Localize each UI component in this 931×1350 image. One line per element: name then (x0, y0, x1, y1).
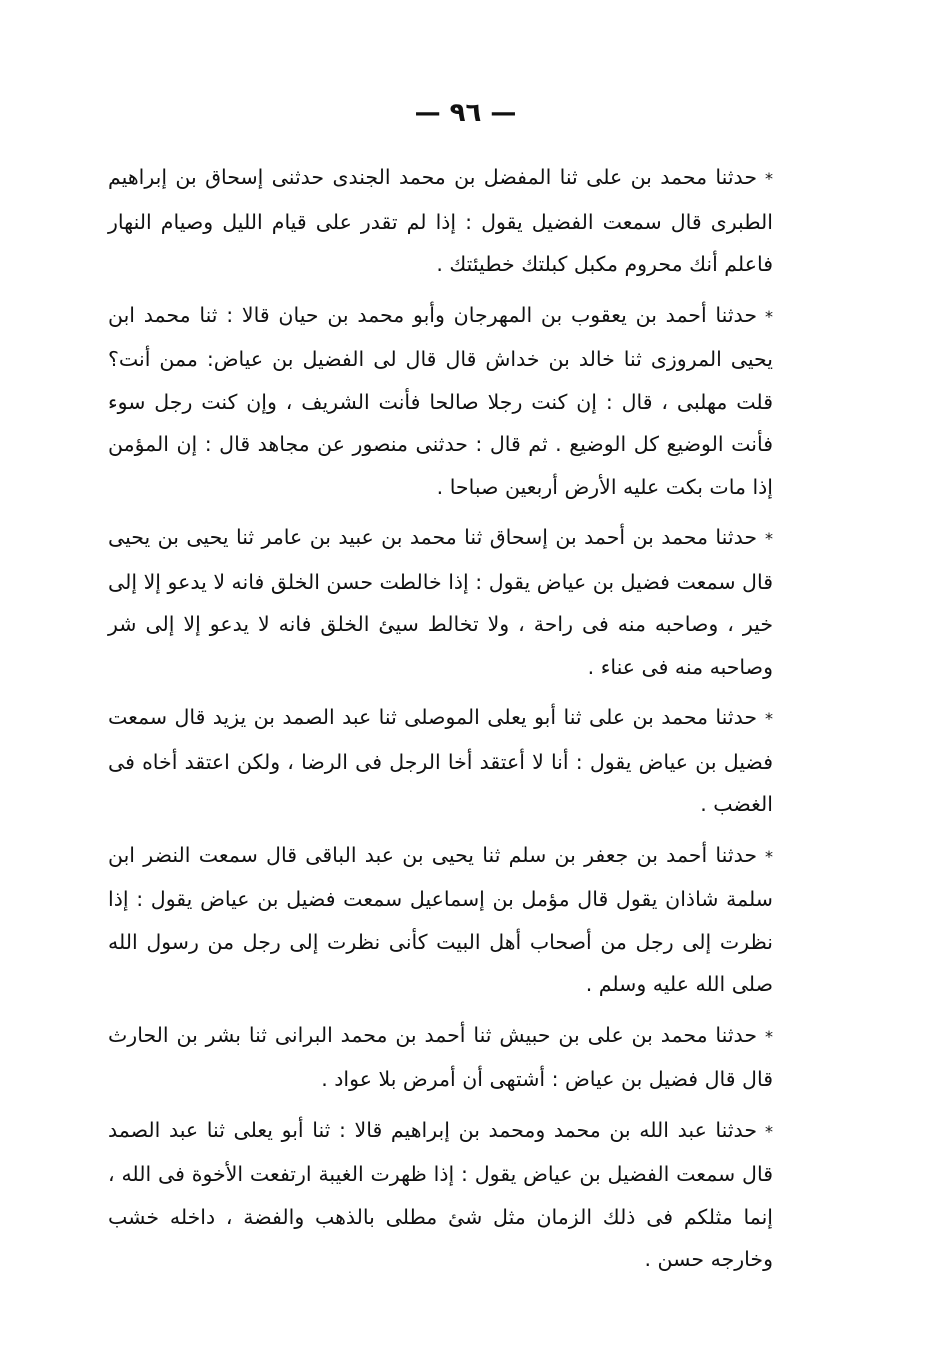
paragraph-star-marker: * (765, 709, 773, 728)
paragraph-text: حدثنا محمد بن على ثنا أبو يعلى الموصلى ثنا عبد الصمد بن يزيد قال سمعت فضيل بن عياض يقول : أنا لا أعتقد أخا الرجل فى الرضا ، ولكن اعتقد أخاه فى الغضب . (108, 705, 773, 816)
paragraph-text: حدثنا أحمد بن جعفر بن سلم ثنا يحيى بن عبد الباقى قال سمعت النضر ابن سلمة شاذان يقول قال مؤمل بن إسماعيل سمعت فضيل بن عياض يقول : إذا نظرت إلى رجل من أصحاب أهل البيت كأنى نظرت إلى رجل من رسول الله صلى الله عليه وسلم . (108, 842, 773, 996)
paragraph-star-marker: * (765, 169, 773, 188)
paragraph-text: حدثنا محمد بن أحمد بن إسحاق ثنا محمد بن عبيد بن عامر ثنا يحيى بن يحيى قال سمعت فضيل بن عياض يقول : إذا خالطت حسن الخلق فانه لا يدعو إلا إلى خير ، وصاحبه منه فى راحة ، ولا تخالط سيئ الخلق فانه لا يدعو إلا إلى شر وصاحبه منه فى عناء . (108, 525, 773, 679)
paragraph-text: حدثنا أحمد بن يعقوب بن المهرجان وأبو محمد بن حيان قالا : ثنا محمد ابن يحيى المروزى ثنا خالد بن خداش قال قال لى الفضيل بن عياض: ممن أنت؟ قلت مهلبى ، قال : إن كنت رجلا صالحا فأنت الشريف ، وإن كنت رجل سوء فأنت الوضيع كل الوضيع . ثم قال : حدثنى منصور عن مجاهد قال : إن المؤمن إذا مات بكت عليه الأرض أربعين صباحا . (108, 302, 773, 499)
paragraph-text: حدثنا محمد بن على بن حبيش ثنا أحمد بن محمد البرانى ثنا بشر بن الحارث قال قال فضيل بن عياض : أشتهى أن أمرض بلا عواد . (108, 1022, 773, 1091)
page-text-body (108, 156, 773, 1289)
paragraph-star-marker: * (765, 1121, 773, 1141)
hadith-paragraph-7 (108, 1109, 773, 1281)
hadith-paragraph-1 (108, 156, 773, 286)
paragraph-text: حدثنا عبد الله بن محمد ومحمد بن إبراهيم قالا : ثنا أبو يعلى ثنا عبد الصمد قال سمعت الفضيل بن عياض يقول : إذا ظهرت الغيبة ارتفعت الأخوة فى الله ، إنما مثلكم فى ذلك الزمان مثل شئ مطلى بالذهب والفضة ، داخله خشب وخارجه حسن . (108, 1117, 773, 1271)
hadith-paragraph-3 (108, 516, 773, 688)
paragraph-star-marker: * (765, 529, 773, 548)
hadith-paragraph-4 (108, 696, 773, 826)
page-number: — ٩٦ — (414, 98, 517, 128)
paragraph-star-marker: * (765, 846, 773, 866)
paragraph-star-marker: * (765, 306, 773, 326)
paragraph-text: حدثنا محمد بن على ثنا المفضل بن محمد الجندى حدثنى إسحاق بن إبراهيم الطبرى قال سمعت الفضيل يقول : إذا لم تقدر على قيام الليل وصيام النهار فاعلم أنك محروم مكبل كبلتك خطيئتك . (108, 165, 773, 276)
hadith-paragraph-2 (108, 294, 773, 509)
paragraph-star-marker: * (765, 1026, 773, 1046)
hadith-paragraph-6 (108, 1014, 773, 1101)
hadith-paragraph-5 (108, 834, 773, 1006)
